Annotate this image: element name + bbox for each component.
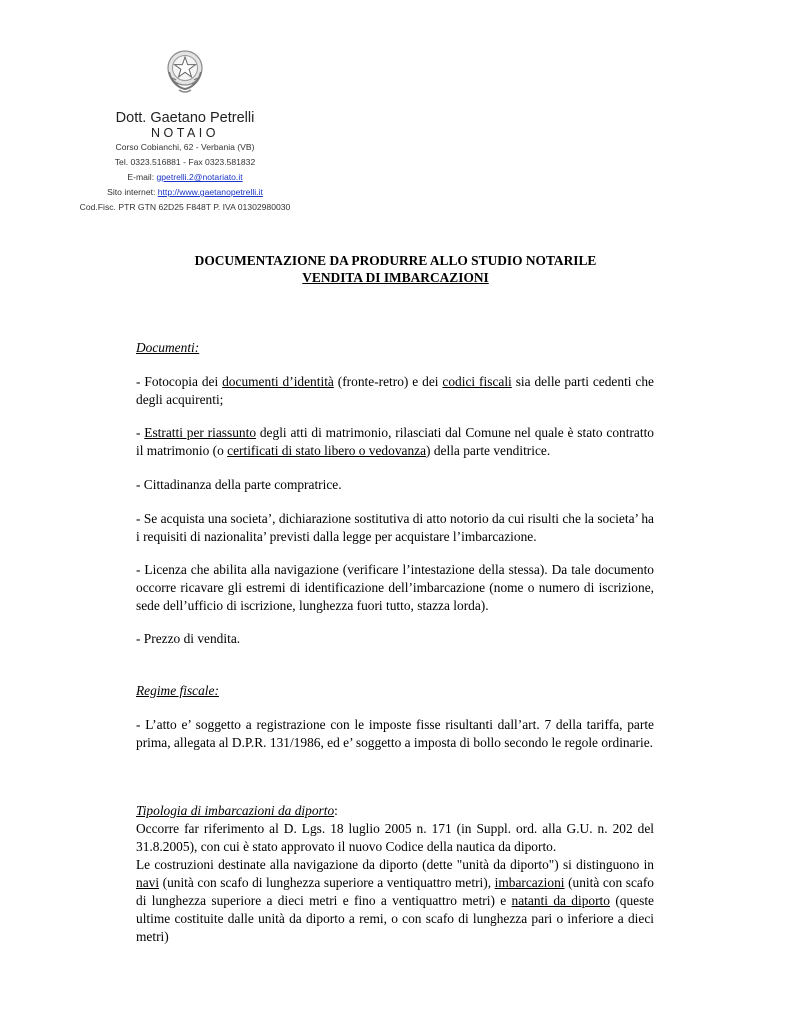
underlined-imbarcazioni: imbarcazioni	[494, 875, 565, 890]
paragraph-tax-regime: - L’atto e’ soggetto a registrazione con le imposte fisse risultanti dall’art. 7 della tariffa, parte prima, allegata al D.P.R. 131/1986, ed e’ soggetto a imposta di bollo secondo le regole ordinarie.	[136, 717, 654, 750]
section-title-documenti: Documenti:	[136, 340, 200, 355]
email-link[interactable]: gpetrelli.2@notariato.it	[156, 172, 243, 182]
heading-line-2: VENDITA DI IMBARCAZIONI	[302, 270, 489, 285]
website-line	[60, 185, 310, 200]
paragraph-boat-categories: Le costruzioni destinate alla navigazione da diporto (dette "unità da diporto") si distinguono in navi (unità con scafo di lunghezza superiore a ventiquattro metri), imbarcazioni (unità con scafo di lunghezza superiore a dieci metri e fino a ventiquattro metri) e natanti da diporto (queste ultime costituite dalle unità da diporto a remi, o con scafo di lunghezza pari o inferiore a dieci metri)	[136, 857, 654, 944]
paragraph-identity-docs: - Fotocopia dei documenti d’identità (fronte-retro) e dei codici fiscali sia delle parti cedenti che degli acquirenti;	[136, 374, 655, 407]
website-label: Sito internet:	[107, 187, 158, 197]
underlined-navi: navi	[136, 875, 160, 890]
underlined-fiscal-codes: codici fiscali	[442, 374, 512, 389]
section-title-tipologia: Tipologia di imbarcazioni da diporto:	[136, 803, 338, 818]
fiscal-code: Cod.Fisc. PTR GTN 62D25 F848T P. IVA 01302980030	[79, 202, 291, 212]
notary-name: Dott. Gaetano Petrelli	[115, 110, 255, 126]
paragraph-marriage-records: - Estratti per riassunto degli atti di matrimonio, rilasciati dal Comune nel quale è stato contratto il matrimonio (o certificati di stato libero o vedovanza) della parte venditrice.	[136, 425, 654, 458]
paragraph-price: - Prezzo di vendita.	[136, 631, 241, 646]
letterhead	[60, 48, 310, 215]
paragraph-legislation: Occorre far riferimento al D. Lgs. 18 luglio 2005 n. 171 (in Suppl. ord. alla G.U. n. 202 del 31.8.2005), con cui è stato approvato il nuovo Codice della nautica da diporto.	[136, 821, 654, 854]
office-address: Corso Cobianchi, 62 - Verbania (VB)	[115, 142, 255, 152]
notary-title: NOTAIO	[151, 126, 219, 140]
website-link[interactable]: http://www.gaetanopetrelli.it	[157, 187, 263, 197]
underlined-natanti: natanti da diporto	[511, 893, 610, 908]
phone-fax: Tel. 0323.516881 - Fax 0323.581832	[114, 157, 256, 167]
italian-republic-emblem-icon	[165, 48, 205, 94]
underlined-identity-docs: documenti d’identità	[222, 374, 334, 389]
section-tipologia	[136, 802, 654, 946]
document-heading	[0, 252, 791, 286]
underlined-certificates: certificati di stato libero o vedovanza	[227, 443, 427, 458]
email-label: E-mail:	[127, 172, 157, 182]
paragraph-company-buyer: - Se acquista una societa’, dichiarazione sostitutiva di atto notorio da cui risulti che la societa’ ha i requisiti di nazionalita’ previsti dalla legge per acquistare l’imbarcazione.	[136, 511, 654, 544]
paragraph-citizenship: - Cittadinanza della parte compratrice.	[136, 477, 342, 492]
paragraph-navigation-license: - Licenza che abilita alla navigazione (verificare l’intestazione della stessa). Da tale documento occorre ricavare gli estremi di identificazione dell’imbarcazione (nome o numero di iscrizione, sede dell’ufficio di iscrizione, lunghezza fuori tutto, stazza lorda).	[136, 562, 654, 613]
email-line	[60, 170, 310, 185]
underlined-extracts: Estratti per riassunto	[144, 425, 257, 440]
section-title-regime-fiscale: Regime fiscale:	[136, 683, 219, 698]
heading-line-1: DOCUMENTAZIONE DA PRODURRE ALLO STUDIO NOTARILE	[194, 253, 597, 268]
